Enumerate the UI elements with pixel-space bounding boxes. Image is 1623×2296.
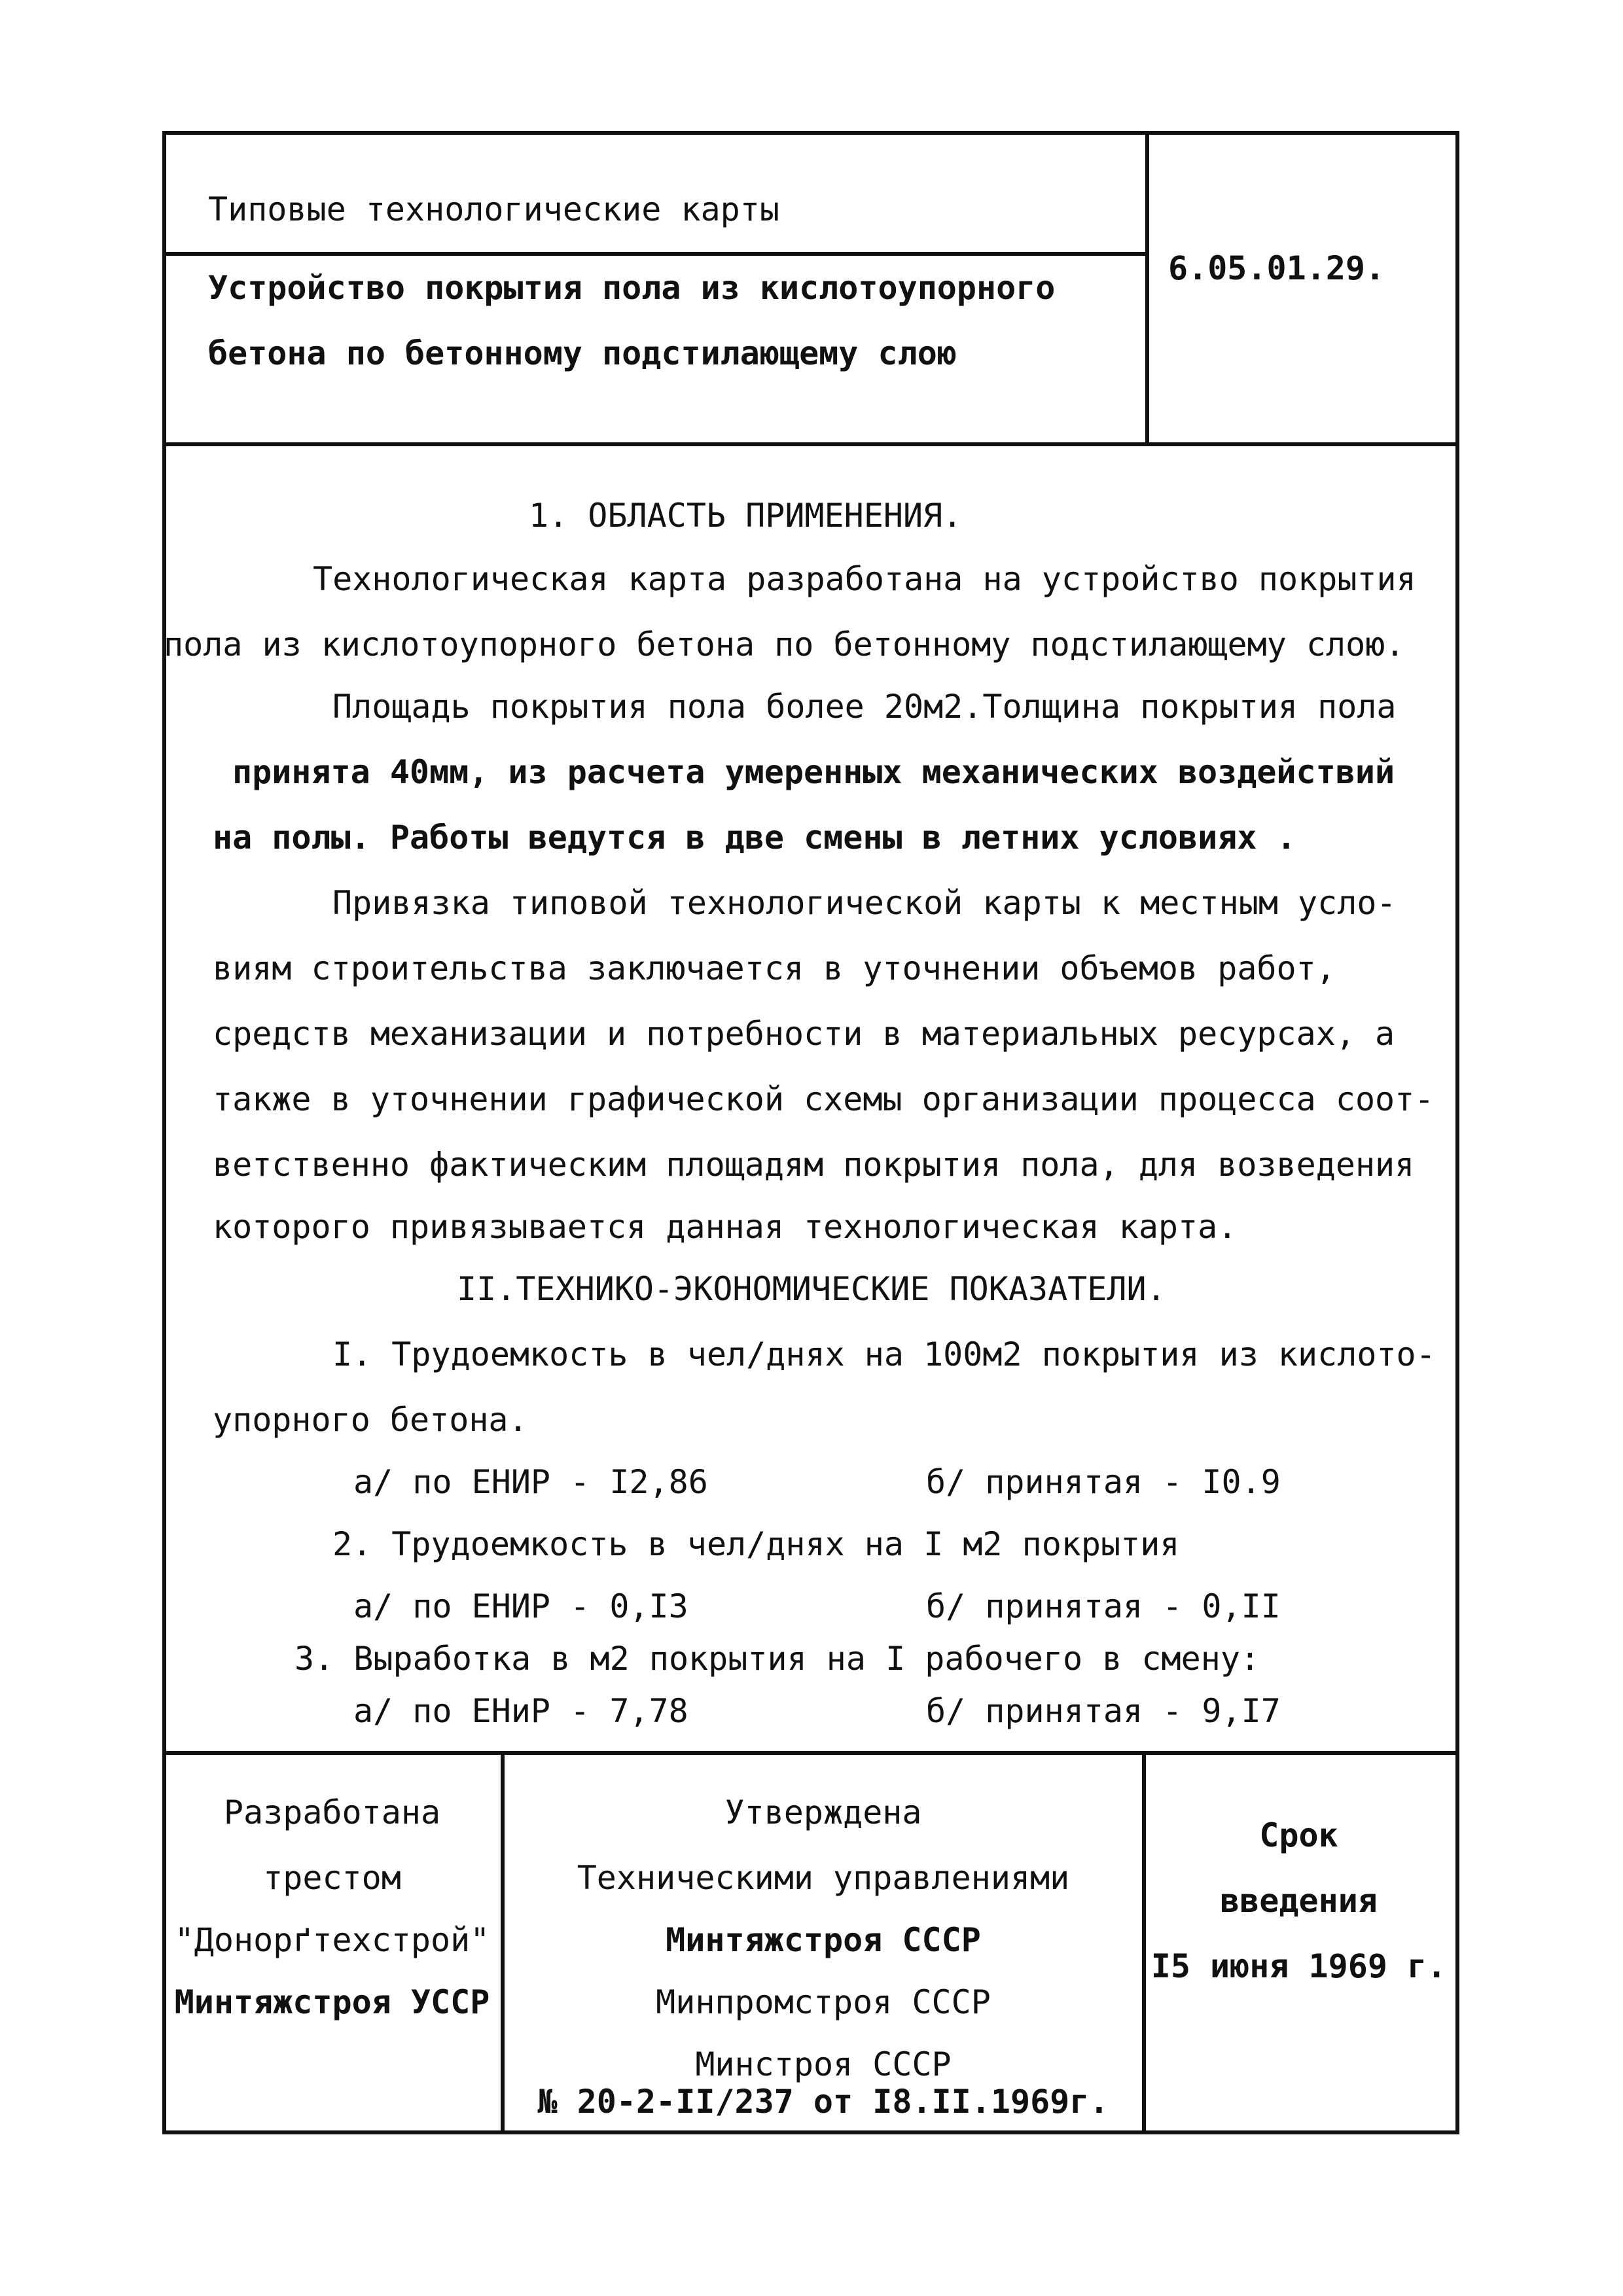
p3-line6: которого привязывается данная технологическая карта. (213, 1208, 1238, 1246)
doc-title-line2: бетона по бетонному подстилающему слою (208, 334, 957, 372)
term-line3: I5 июня 1969 г. (1150, 1947, 1447, 1985)
term-line2: введения (1220, 1882, 1378, 1920)
item2-b: б/ принятая - 0,II (926, 1587, 1281, 1625)
approval-line2: Техническими управлениями (577, 1859, 1070, 1897)
item3-line1: 3. Выработка в м2 покрытия на I рабочего в смену: (294, 1640, 1260, 1678)
developer-line1: Разработана (223, 1793, 441, 1831)
p3-line5: ветственно фактическим площадям покрытия пола, для возведения (213, 1146, 1415, 1184)
developer-line3: "Донорґтехстрой" (174, 1921, 490, 1959)
item3-b: б/ принятая - 9,I7 (926, 1692, 1281, 1730)
developer-line4: Минтяжстроя УССР (174, 1983, 490, 2021)
doc-code: 6.05.01.29. (1168, 249, 1385, 287)
item3-a: а/ по ЕНиР - 7,78 (353, 1692, 688, 1730)
item1-line1: I. Трудоемкость в чел/днях на 100м2 покрытия из кислото- (332, 1335, 1436, 1373)
developer-line2: трестом (263, 1859, 401, 1897)
p1-line1: Технологическая карта разработана на устройство покрытия (313, 560, 1416, 598)
header-divider-vertical (1145, 131, 1149, 445)
p3-line4: также в уточнении графической схемы организации процесса соот- (213, 1080, 1435, 1118)
approval-line3: Минтяжстроя СССР (666, 1921, 981, 1959)
approval-line5: Минстроя СССР (695, 2045, 952, 2083)
p2-line1: Площадь покрытия пола более 20м2.Толщина покрытия пола (332, 688, 1397, 726)
item1-a: а/ по ЕНИР - I2,86 (353, 1463, 708, 1501)
series-title: Типовые технологические карты (208, 190, 779, 228)
term-line1: Срок (1259, 1816, 1338, 1854)
p1-line2: пола из кислотоупорного бетона по бетонному подстилающему слою. (164, 626, 1405, 663)
item1-line2: упорного бетона. (213, 1401, 528, 1439)
p3-line3: средств механизации и потребности в материальных ресурсах, а (213, 1015, 1395, 1053)
item1-b: б/ принятая - I0.9 (926, 1463, 1281, 1501)
doc-title-line1: Устройство покрытия пола из кислотоупорного (208, 269, 1056, 307)
p2-line3: на полы. Работы ведутся в две смены в летних условиях . (213, 819, 1296, 857)
p3-line2: виям строительства заключается в уточнении объемов работ, (213, 949, 1336, 987)
approval-line1: Утверждена (724, 1793, 922, 1831)
approval-line4: Минпромстроя СССР (656, 1983, 991, 2021)
section1-heading: 1. ОБЛАСТЬ ПРИМЕНЕНИЯ. (529, 497, 963, 535)
p3-line1: Привязка типовой технологической карты к местным усло- (332, 884, 1397, 922)
item2-a: а/ по ЕНИР - 0,I3 (353, 1587, 688, 1625)
item2-line1: 2. Трудоемкость в чел/днях на I м2 покрытия (332, 1525, 1180, 1563)
footer-divider-right (1142, 1751, 1146, 2130)
section2-heading: II.ТЕХНИКО-ЭКОНОМИЧЕСКИЕ ПОКАЗАТЕЛИ. (457, 1270, 1166, 1308)
p2-line2: принята 40мм, из расчета умеренных механических воздействий (232, 753, 1395, 791)
header-divider-horizontal (162, 252, 1149, 256)
approval-number: № 20-2-II/237 от I8.II.1969г. (537, 2083, 1109, 2121)
